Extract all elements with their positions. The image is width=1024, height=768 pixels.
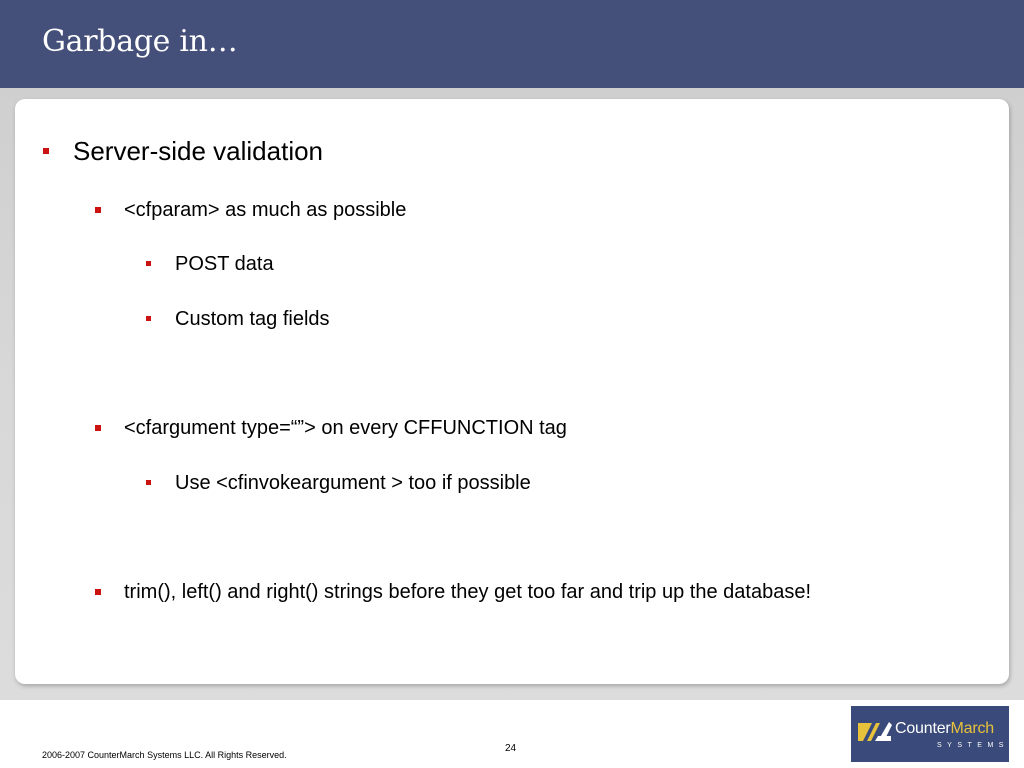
bullet-text: POST data xyxy=(175,253,274,275)
bullet-cfparam xyxy=(124,198,406,222)
footer-copyright: 2006-2007 CounterMarch Systems LLC. All Rights Reserved. xyxy=(42,750,287,760)
bullet-square-icon xyxy=(146,261,151,266)
slide-header xyxy=(0,0,1024,88)
bullet-server-side-validation xyxy=(73,136,323,166)
bullet-square-icon xyxy=(146,480,151,485)
bullet-cfargument xyxy=(124,416,567,440)
bullet-text: Custom tag fields xyxy=(175,308,330,330)
bullet-text: Server-side validation xyxy=(73,136,324,166)
bullet-square-icon xyxy=(146,316,151,321)
logo-name-march: March xyxy=(950,720,994,737)
bullet-text: trim(), left() and right() strings before they get too far and trip up the database! xyxy=(124,581,812,603)
bullet-post-data xyxy=(175,252,274,276)
bullet-text: <cfparam> as much as possible xyxy=(124,199,407,221)
logo-name-counter: Counter xyxy=(895,720,951,737)
countermarch-logo-icon xyxy=(858,720,892,744)
bullet-cfinvokeargument xyxy=(175,471,531,495)
bullet-text: <cfargument type=“”> on every CFFUNCTION tag xyxy=(124,417,567,439)
bullet-text: Use <cfinvokeargument > too if possible xyxy=(175,472,531,494)
logo-wordmark xyxy=(895,719,994,739)
page-number: 24 xyxy=(505,743,517,754)
slide-title: Garbage in… xyxy=(42,24,238,59)
bullet-square-icon xyxy=(95,589,101,595)
bullet-square-icon xyxy=(95,425,101,431)
bullet-square-icon xyxy=(95,207,101,213)
countermarch-logo xyxy=(851,706,1009,762)
bullet-custom-tag-fields xyxy=(175,307,330,331)
logo-subtitle: SYSTEMS xyxy=(937,742,1009,749)
bullet-square-icon xyxy=(43,148,49,154)
bullet-trim-strings xyxy=(124,580,811,604)
